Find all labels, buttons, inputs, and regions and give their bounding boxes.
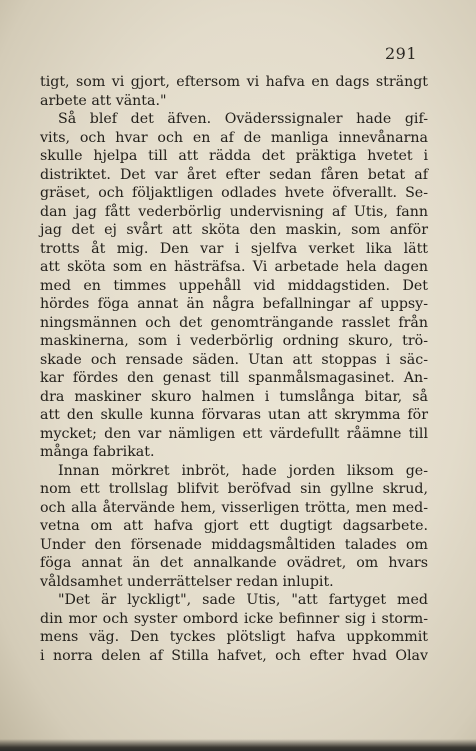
- page-edge-shadow: [0, 739, 476, 751]
- text-line: kar fördes den genast till spanmålsmagasinet. An-: [40, 370, 428, 386]
- text-line: tigt, som vi gjort, eftersom vi hafva en dags strängt: [40, 74, 428, 90]
- text-line: maskinerna, som i vederbörlig ordning skuro, trö-: [40, 333, 428, 349]
- text-line: i norra delen af Stilla hafvet, och efter hvad Olav: [40, 647, 428, 664]
- text-line: gräset, och följaktligen odlades hvete öfverallt. Se-: [40, 185, 428, 201]
- text-line: att den skulle kunna förvaras utan att skrymma för: [40, 407, 428, 423]
- text-line: Under den försenade middagsmåltiden talades om: [40, 536, 428, 553]
- text-line: med en timmes uppehåll vid middagstiden. Det: [40, 277, 428, 294]
- text-line: nom ett trollslag blifvit beröfvad sin gyllne skrud,: [40, 481, 428, 497]
- text-line: mycket; den var nämligen ett värdefullt råämne till: [40, 425, 428, 442]
- text-line: föga annat än det annalkande ovädret, om hvars: [40, 555, 428, 571]
- text-line: distriktet. Det var året efter sedan fåren betat af: [40, 166, 428, 183]
- page-number: 291: [385, 44, 418, 63]
- text-line: arbete att vänta.": [40, 92, 167, 109]
- text-line: skade och rensade säden. Utan att stoppas i säc-: [40, 351, 428, 368]
- text-line: skulle hjelpa till att rädda det präktiga hvetet i: [40, 148, 428, 164]
- body-text: [40, 73, 428, 665]
- text-line: jag det ej svårt att sköta den maskin, som anför: [40, 222, 428, 238]
- text-line: många fabrikat.: [40, 444, 155, 460]
- text-line: Så blef det äfven. Oväderssignaler hade gif-: [58, 111, 428, 127]
- text-line: din mor och syster ombord icke befinner sig i storm-: [40, 610, 428, 627]
- text-line: dan jag fått vederbörlig undervisning af Utis, fann: [40, 203, 428, 220]
- text-line: och alla återvände hem, visserligen trötta, men med-: [40, 499, 428, 516]
- text-line: hördes föga annat än några befallningar af uppsy-: [40, 296, 428, 312]
- text-line: våldsamhet underrättelser redan inlupit.: [40, 573, 334, 590]
- text-line: mens väg. Den tyckes plötsligt hafva uppkommit: [40, 629, 428, 645]
- text-line: "Det är lyckligt", sade Utis, "att fartyget med: [58, 592, 428, 608]
- text-line: trotts åt mig. Den var i sjelfva verket lika lätt: [40, 240, 428, 257]
- text-line: dra maskiner skuro halmen i tumslånga bitar, så: [40, 388, 428, 405]
- text-line: vits, och hvar och en af de manliga innevånarna: [40, 129, 428, 146]
- text-line: Innan mörkret inbröt, hade jorden liksom ge-: [58, 462, 428, 479]
- text-line: att sköta som en hästräfsa. Vi arbetade hela dagen: [40, 259, 428, 275]
- text-line: vetna om att hafva gjort ett dugtigt dagsarbete.: [40, 518, 428, 534]
- text-line: ningsmännen och det genomträngande rasslet från: [40, 314, 428, 331]
